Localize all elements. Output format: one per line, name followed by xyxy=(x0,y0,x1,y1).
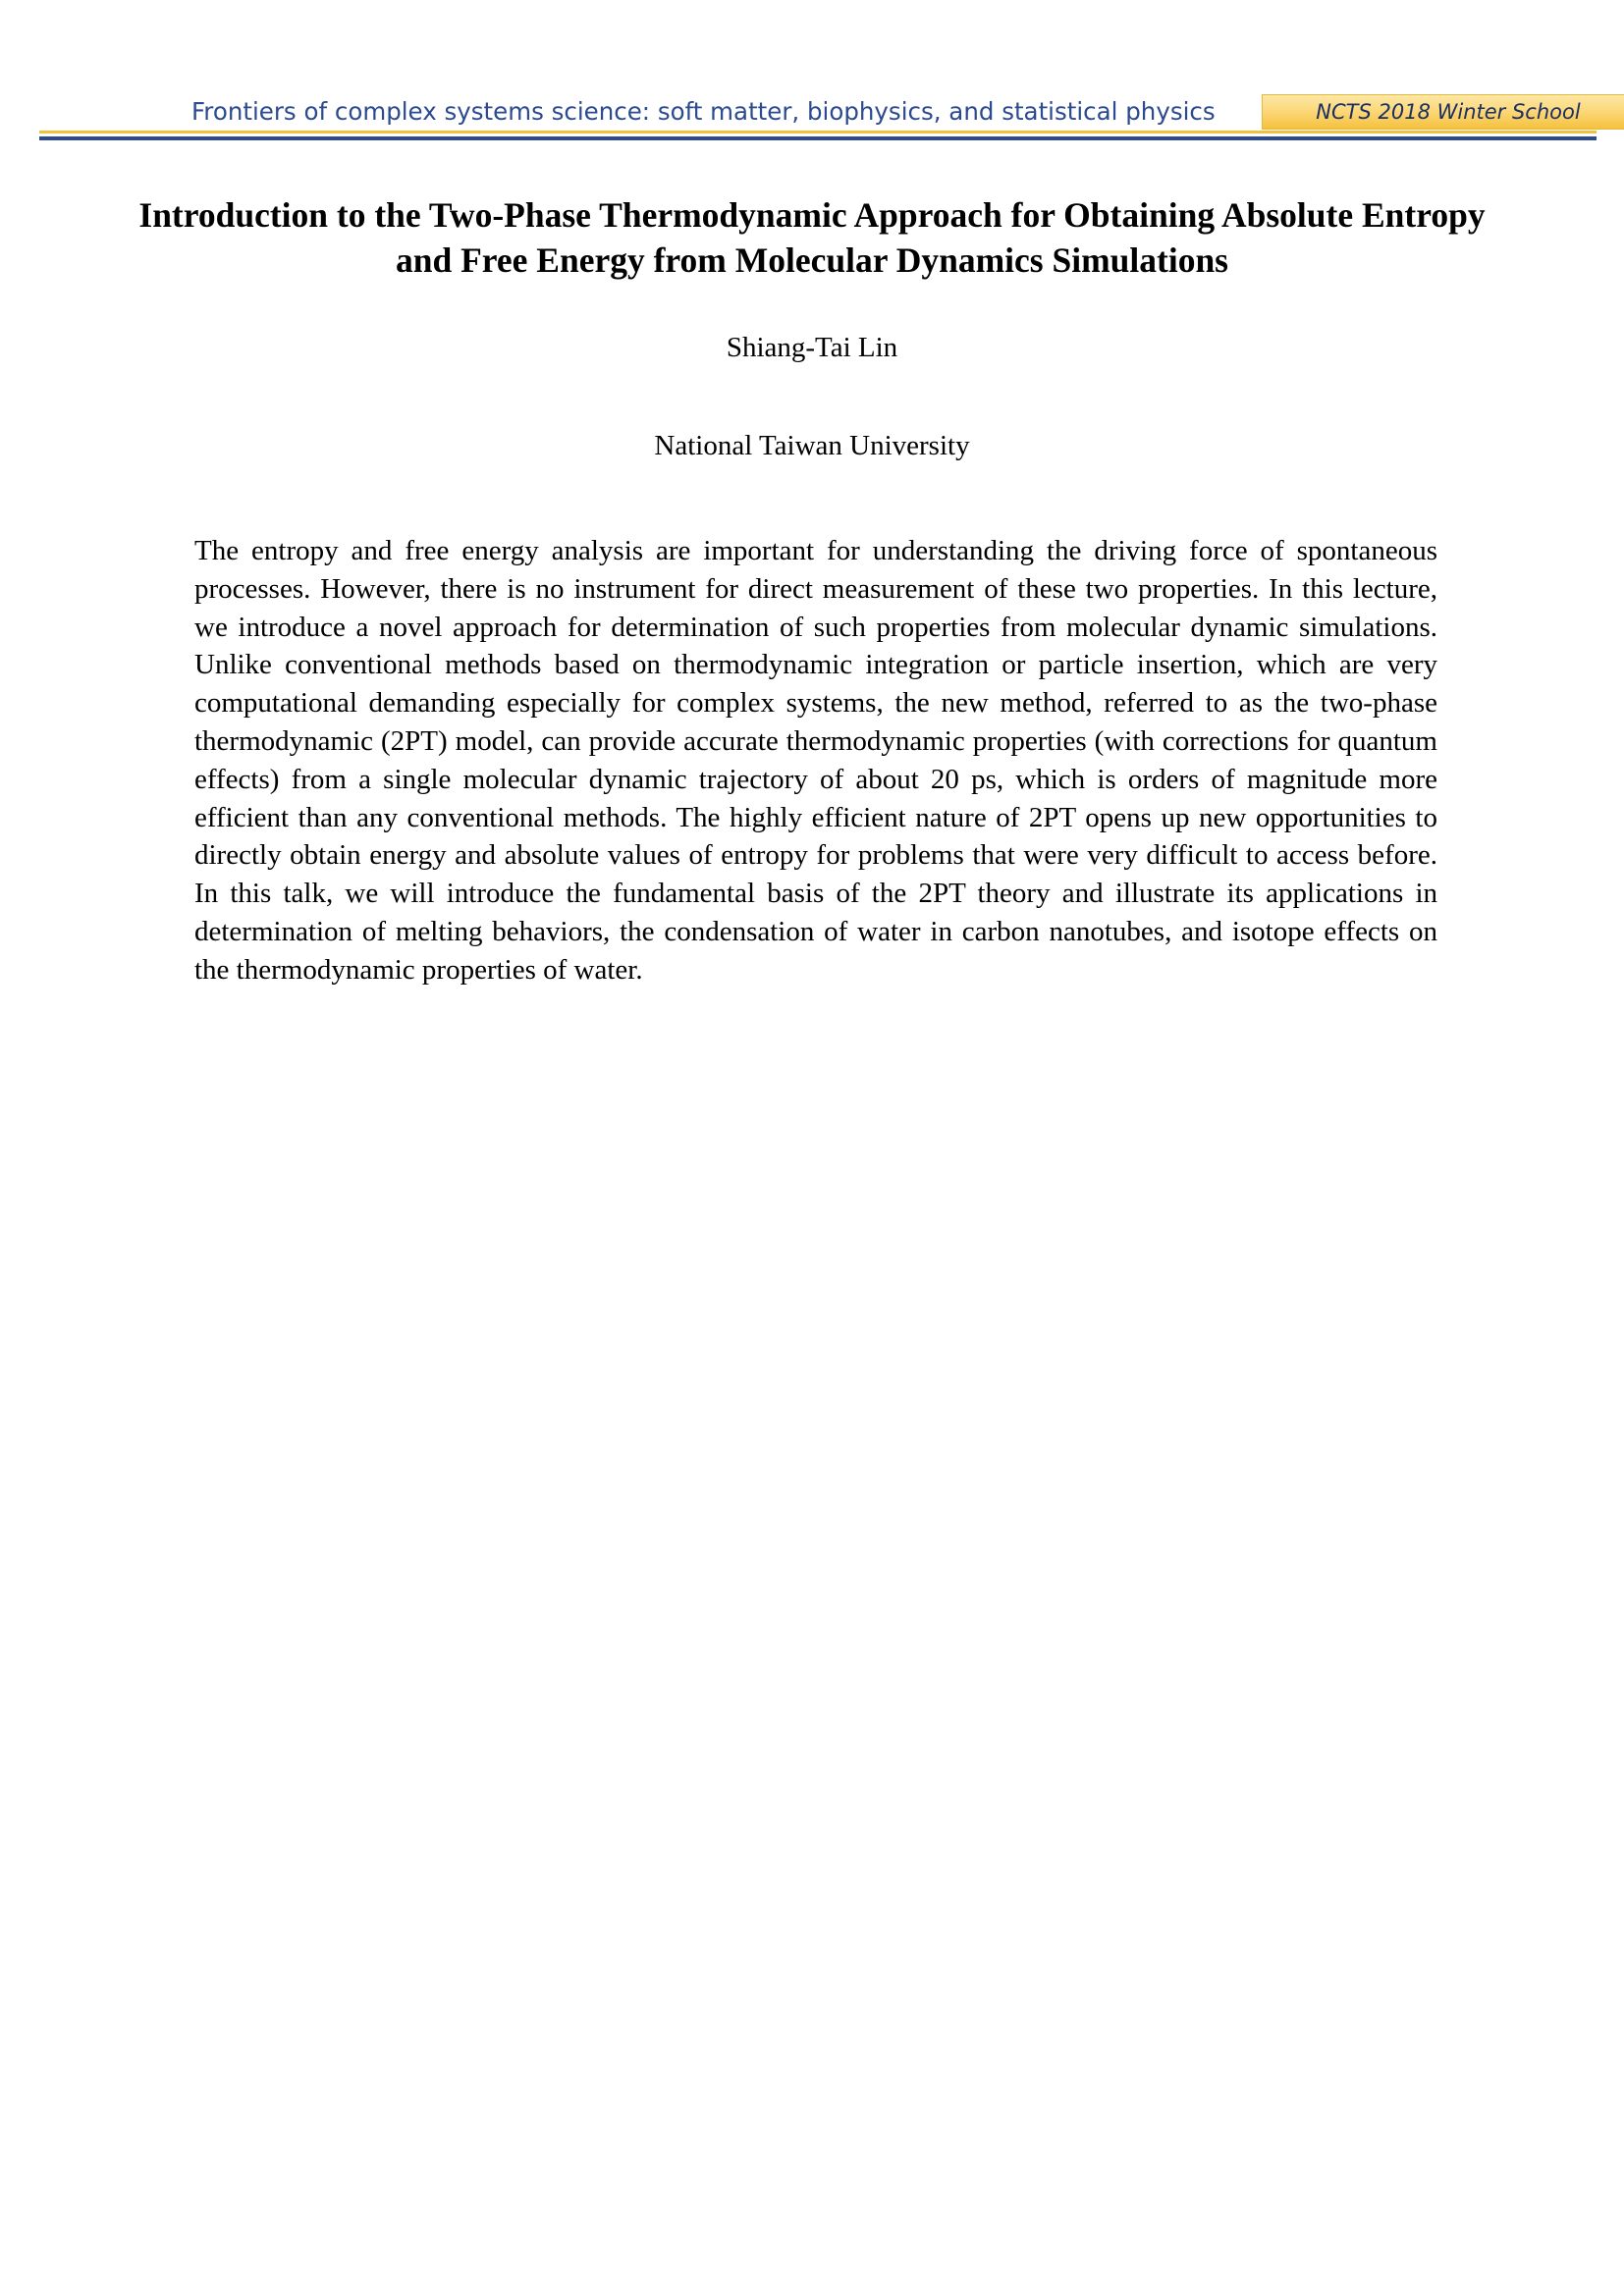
series-title: Frontiers of complex systems science: soft matter, biophysics, and statistical physics xyxy=(191,97,1216,126)
paper-title: Introduction to the Two-Phase Thermodynamic Approach for Obtaining Absolute Entropy and Free Energy from Molecular Dynamics Simulations xyxy=(138,195,1486,280)
author-affiliation: National Taiwan University xyxy=(654,430,970,461)
header-rule-gold xyxy=(39,131,1597,133)
header-rule-blue xyxy=(39,136,1597,140)
abstract-paragraph: The entropy and free energy analysis are important for understanding the driving force of spontaneous processes. However, there is no instrument for direct measurement of these two properties. In this lecture, we introduce a novel approach for determination of such properties from molecular dynamic simulations. Unlike conventional methods based on thermodynamic integration or particle insertion, which are very computational demanding especially for complex systems, the new method, referred to as the two-phase thermodynamic (2PT) model, can provide accurate thermodynamic properties (with corrections for quantum effects) from a single molecular dynamic trajectory of about 20 ps, which is orders of magnitude more efficient than any conventional methods. The highly efficient nature of 2PT opens up new opportunities to directly obtain energy and absolute values of entropy for problems that were very difficult to access before. In this talk, we will introduce the fundamental basis of the 2PT theory and illustrate its applications in determination of melting behaviors, the condensation of water in carbon nanotubes, and isotope effects on the thermodynamic properties of water. xyxy=(194,535,1437,986)
running-header xyxy=(39,94,1597,141)
school-badge: NCTS 2018 Winter School xyxy=(1262,94,1624,130)
author-name: Shiang-Tai Lin xyxy=(726,332,898,363)
